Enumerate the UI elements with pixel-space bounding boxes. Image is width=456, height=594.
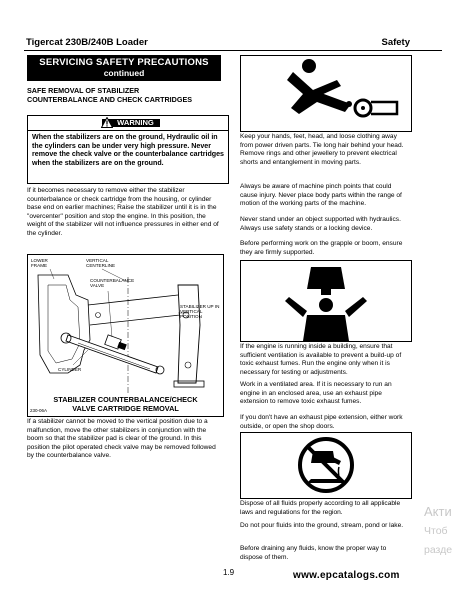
no-dumping-image <box>240 432 412 499</box>
right-paragraph-1: Keep your hands, feet, head, and loose clothing away from power driven parts. Tie long hair behind your head. Remove rings and other jewellery to prevent electrical shorts and entanglement in moving parts. <box>240 133 404 166</box>
label-lower-frame: LOWER FRAME <box>31 258 48 269</box>
right-paragraph-3: Never stand under an object supported with hydraulics. Always use safety stands or a locking device. <box>240 216 401 232</box>
right-paragraph-4: Before performing work on the grapple or boom, ensure they are firmly supported. <box>240 240 403 256</box>
figure-caption-line2: VALVE CARTRIDGE REMOVAL <box>72 404 179 413</box>
figure-id: 230-06A <box>30 408 48 413</box>
warning-triangle-icon <box>101 117 113 128</box>
right-paragraph-10: Before draining any fluids, know the proper way to dispose of them. <box>240 545 387 561</box>
ghost-text-line1: Акти <box>424 504 452 519</box>
right-paragraph-6: Work in a ventilated area. If it is necessary to run an engine in an enclosed area, use an exhaust pipe extension to remove toxic exhaust fumes. <box>240 381 392 406</box>
right-paragraph-2: Always be aware of machine pinch points that could cause injury. Never place body parts within the range of motion of the working parts of the machine. <box>240 183 402 208</box>
subheading-line2: COUNTERBALANCE AND CHECK CARTRIDGES <box>27 95 193 104</box>
right-paragraph-5: If the engine is running inside a building, ensure that sufficient ventilation is available to prevent a build-up of toxic exhaust fumes. Run the engine only when it is necessary for testing or adjustments. <box>240 343 402 376</box>
crush-hazard-image <box>240 260 412 342</box>
no-pouring-prohibition-icon <box>241 433 411 498</box>
label-counterbalance-valve: COUNTERBALANCE VALVE <box>90 278 135 289</box>
figure-caption-line1: STABILIZER COUNTERBALANCE/CHECK <box>53 395 198 404</box>
warning-box <box>27 115 229 184</box>
right-paragraph-9: Do not pour fluids into the ground, stream, pond or lake. <box>240 522 404 529</box>
ghost-text-line3: разде <box>424 544 453 556</box>
right-paragraph-8: Dispose of all fluids properly according to all applicable laws and regulations for the region. <box>240 500 401 516</box>
page-number: 1.9 <box>223 568 235 577</box>
label-vertical-centerline: VERTICAL CENTERLINE <box>86 258 116 269</box>
warning-label: WARNING <box>102 119 160 127</box>
subheading-line1: SAFE REMOVAL OF STABILIZER <box>27 86 140 95</box>
entanglement-hazard-image <box>240 55 412 132</box>
watermark-url: www.epcatalogs.com <box>293 570 400 581</box>
header-section: Safety <box>381 37 410 48</box>
section-title: SERVICING SAFETY PRECAUTIONS <box>39 57 209 68</box>
label-stabilizer-up: STABILIZER UP IN VERTICAL POSITION <box>180 304 220 320</box>
warning-bar <box>28 116 228 131</box>
entanglement-pictogram-icon <box>241 56 411 131</box>
left-paragraph-1: If it becomes necessary to remove either the stabilizer counterbalance or check cartridge from the housing, or cylinder base end on earlier machines; Raise the stabilizer until it is in the "overcenter" position and stop the engine. In this position, the weight of the stabilizer will not influence pressures in either end of the cylinder. <box>27 187 219 237</box>
right-paragraph-7: If you don't have an exhaust pipe extension, either work outside, or open the shop doors. <box>240 414 403 430</box>
warning-text: When the stabilizers are on the ground, Hydraulic oil in the cylinders can be under very high pressure. Never remove the check valve or the counterbalance cartridges when the stabilizers are on the ground. <box>32 133 225 167</box>
left-paragraph-2: If a stabilizer cannot be moved to the vertical position due to a malfunction, move the other stabilizers in conjunction with the boom so that the stabilizer pad is clear of the ground. In this position the pilot operated check valve may be removed followed by the counterbalance valve. <box>27 418 216 460</box>
header-rule <box>24 50 442 51</box>
label-cylinder: CYLINDER <box>58 367 82 372</box>
crush-pictogram-icon <box>241 261 411 341</box>
header-title: Tigercat 230B/240B Loader <box>26 37 148 48</box>
section-title-box <box>27 55 221 81</box>
section-subtitle: continued <box>103 68 145 78</box>
subheading <box>27 86 227 104</box>
ghost-text-line2: Чтоб <box>424 525 448 537</box>
stabilizer-figure <box>27 254 224 417</box>
